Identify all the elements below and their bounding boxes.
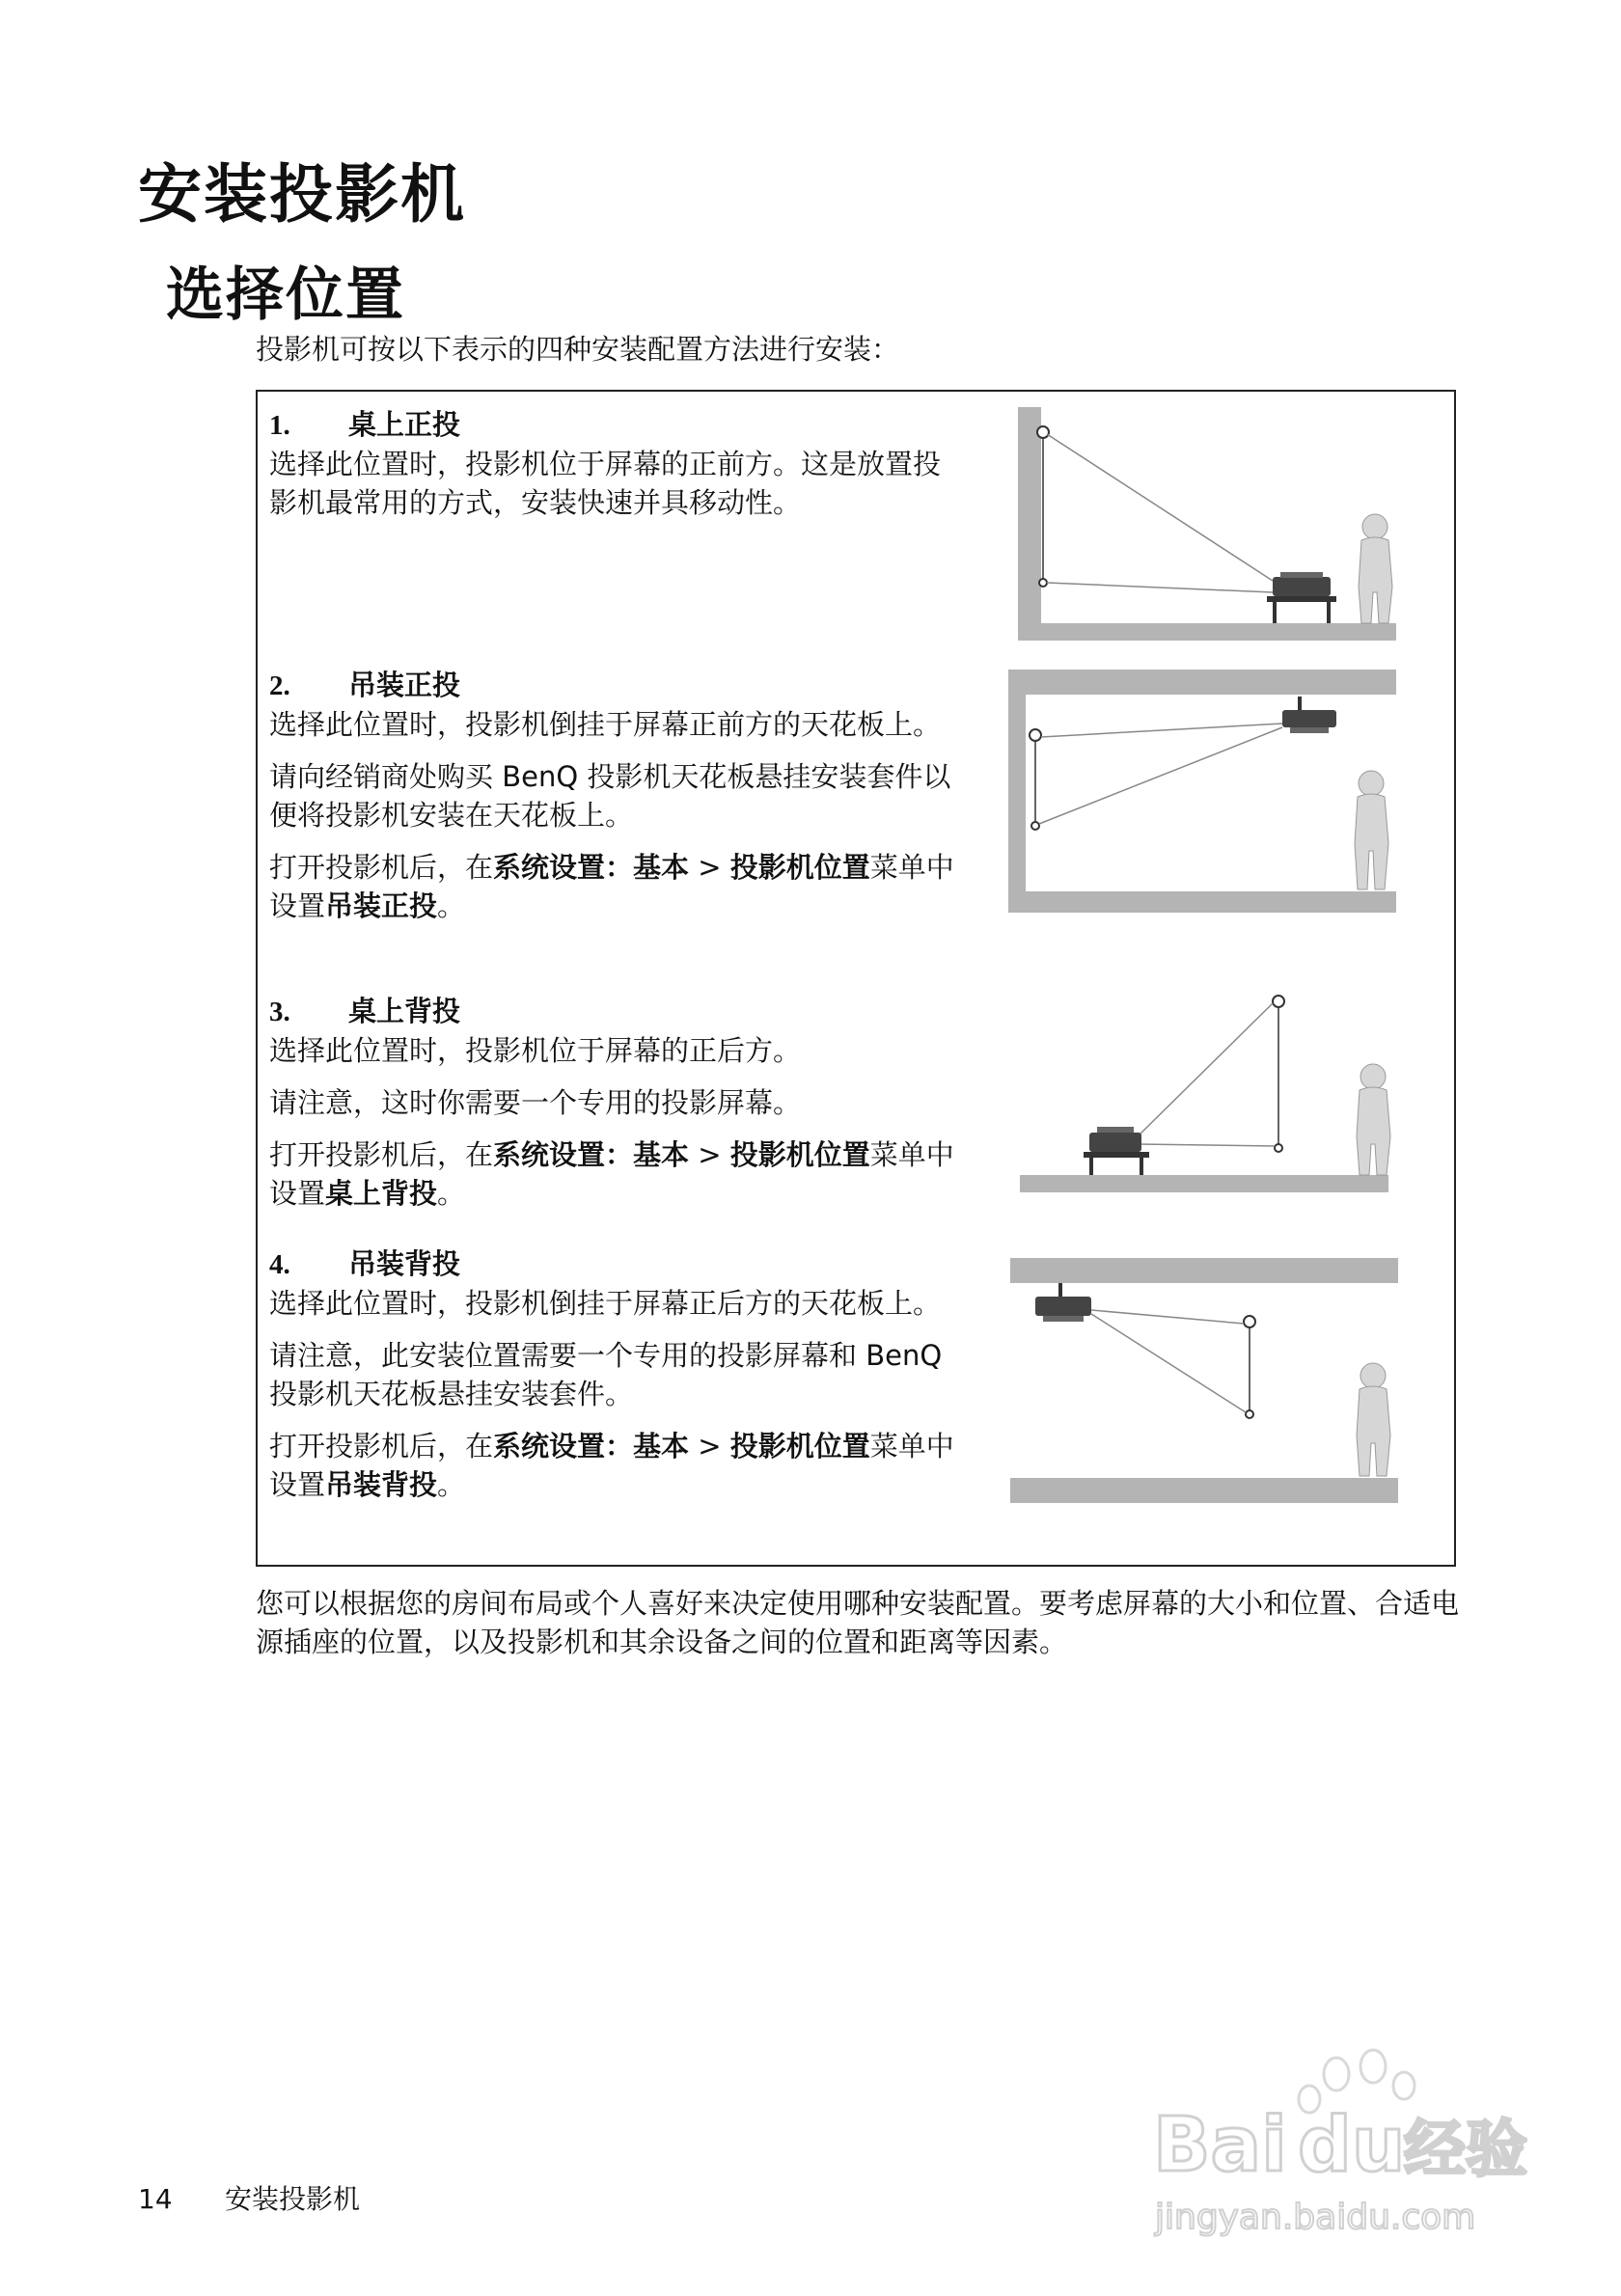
option-note: 请向经销商处购买 BenQ 投影机天花板悬挂安装套件以便将投影机安装在天花板上。 (269, 760, 951, 832)
svg-text:经验: 经验 (1404, 2115, 1527, 2186)
option-title: 2. 吊装正投 (269, 669, 461, 701)
option-floor-rear (269, 992, 964, 1226)
svg-text:Bai: Bai (1153, 2102, 1287, 2189)
option-title: 1. 桌上正投 (269, 408, 461, 441)
page-title: 安装投影机 (138, 157, 466, 232)
floor-rear-diagram (1020, 982, 1406, 1202)
installation-options-box (256, 390, 1456, 1567)
option-description: 选择此位置时，投影机位于屏幕的正前方。这是放置投影机最常用的方式，安装快速并具移动性。 (269, 448, 942, 519)
option-description: 选择此位置时，投影机倒挂于屏幕正前方的天花板上。 (269, 708, 942, 741)
option-ceiling-rear (269, 1244, 964, 1517)
page-number: 14 (138, 2183, 173, 2215)
option-menu-instruction: 打开投影机后，在系统设置：基本 > 投影机位置菜单中设置吊装背投。 (269, 1430, 954, 1501)
option-description: 选择此位置时，投影机倒挂于屏幕正后方的天花板上。 (269, 1287, 942, 1320)
option-title: 4. 吊装背投 (269, 1247, 461, 1280)
footer-section: 安装投影机 (225, 2183, 361, 2215)
page-footer (138, 2178, 360, 2217)
intro-text: 投影机可按以下表示的四种安装配置方法进行安装： (256, 333, 900, 366)
option-note: 请注意，此安装位置需要一个专用的投影屏幕和 BenQ 投影机天花板悬挂安装套件。 (269, 1339, 943, 1410)
floor-front-diagram (1018, 403, 1404, 656)
option-menu-instruction: 打开投影机后，在系统设置：基本 > 投影机位置菜单中设置桌上背投。 (269, 1138, 954, 1210)
option-note: 请注意，这时你需要一个专用的投影屏幕。 (269, 1086, 802, 1119)
option-description: 选择此位置时，投影机位于屏幕的正后方。 (269, 1034, 802, 1067)
option-ceiling-front (269, 666, 964, 939)
option-floor-front (269, 405, 964, 535)
option-menu-instruction: 打开投影机后，在系统设置：基本 > 投影机位置菜单中设置吊装正投。 (269, 851, 954, 922)
ceiling-rear-diagram (1010, 1258, 1406, 1511)
ceiling-front-diagram (1008, 670, 1404, 916)
section-title: 选择位置 (166, 261, 405, 329)
svg-text:du: du (1298, 2102, 1406, 2189)
option-title: 3. 桌上背投 (269, 995, 461, 1027)
closing-paragraph: 您可以根据您的房间布局或个人喜好来决定使用哪种安装配置。要考虑屏幕的大小和位置、合适电源插座的位置，以及投影机和其余设备之间的位置和距离等因素。 (256, 1587, 1460, 1658)
baidu-watermark-logo (1143, 2045, 1549, 2238)
svg-text:jingyan.baidu.com: jingyan.baidu.com (1155, 2198, 1476, 2237)
